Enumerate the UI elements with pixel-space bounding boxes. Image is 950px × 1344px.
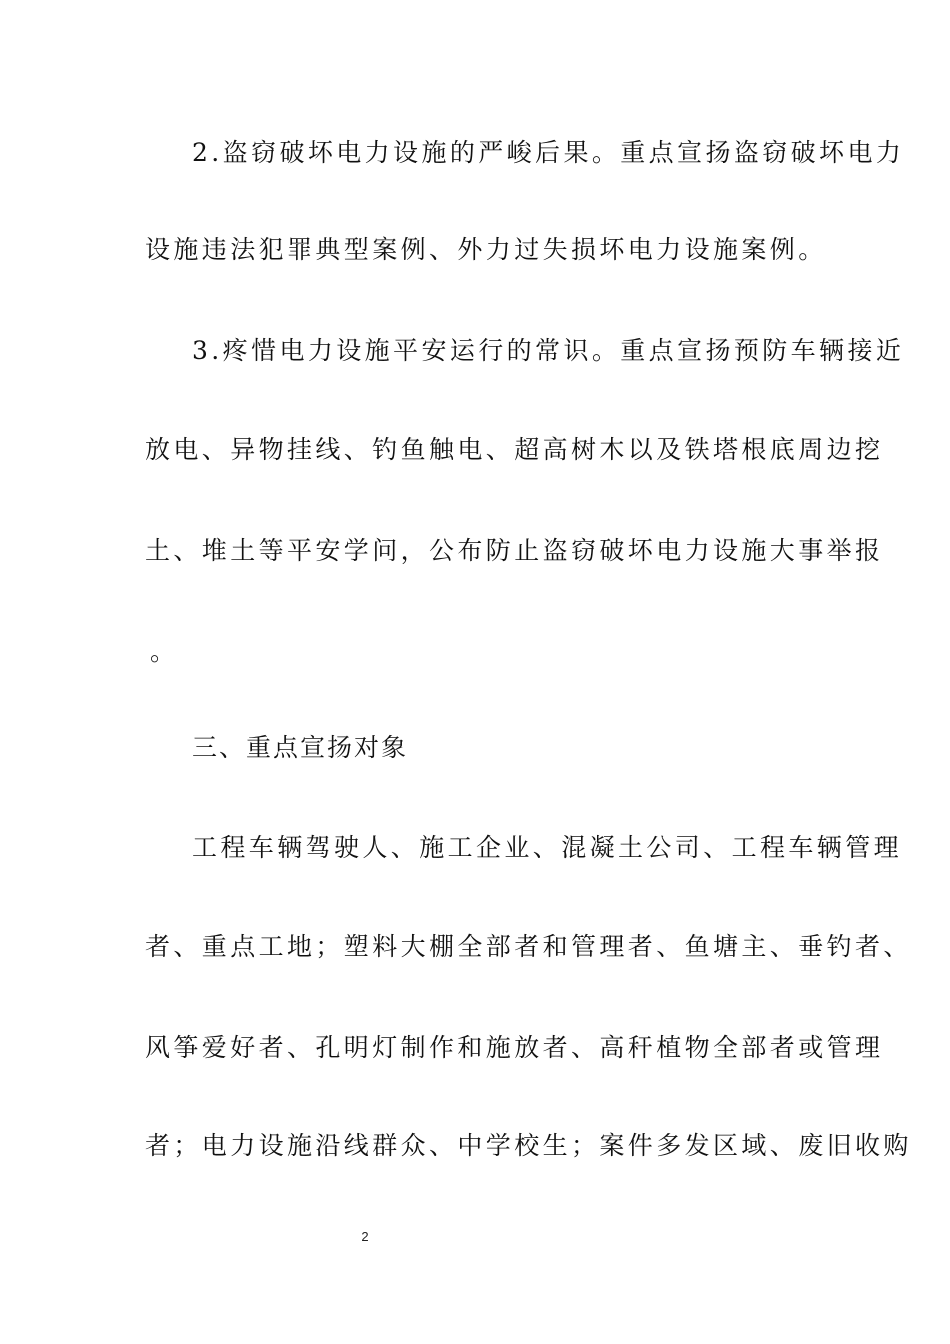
page-number: 2 xyxy=(361,1229,369,1244)
paragraph-line: 3.疼惜电力设施平安运行的常识。重点宣扬预防车辆接近 xyxy=(192,336,905,365)
section-heading: 三、重点宣扬对象 xyxy=(192,733,409,762)
paragraph-line: 土、堆土等平安学问，公布防止盗窃破坏电力设施大事举报 xyxy=(145,536,884,565)
paragraph-line: 者；电力设施沿线群众、中学校生；案件多发区域、废旧收购 xyxy=(145,1131,912,1160)
paragraph-line: 设施违法犯罪典型案例、外力过失损坏电力设施案例。 xyxy=(145,235,827,264)
paragraph-line: 风筝爱好者、孔明灯制作和施放者、高秆植物全部者或管理 xyxy=(145,1033,884,1062)
paragraph-line: 。 xyxy=(150,637,179,666)
paragraph-line: 放电、异物挂线、钓鱼触电、超高树木以及铁塔根底周边挖 xyxy=(145,435,884,464)
paragraph-line: 工程车辆驾驶人、施工企业、混凝土公司、工程车辆管理 xyxy=(192,833,903,862)
paragraph-line: 者、重点工地；塑料大棚全部者和管理者、鱼塘主、垂钓者、 xyxy=(145,932,912,961)
paragraph-line: 2.盗窃破坏电力设施的严峻后果。重点宣扬盗窃破坏电力 xyxy=(192,138,905,167)
